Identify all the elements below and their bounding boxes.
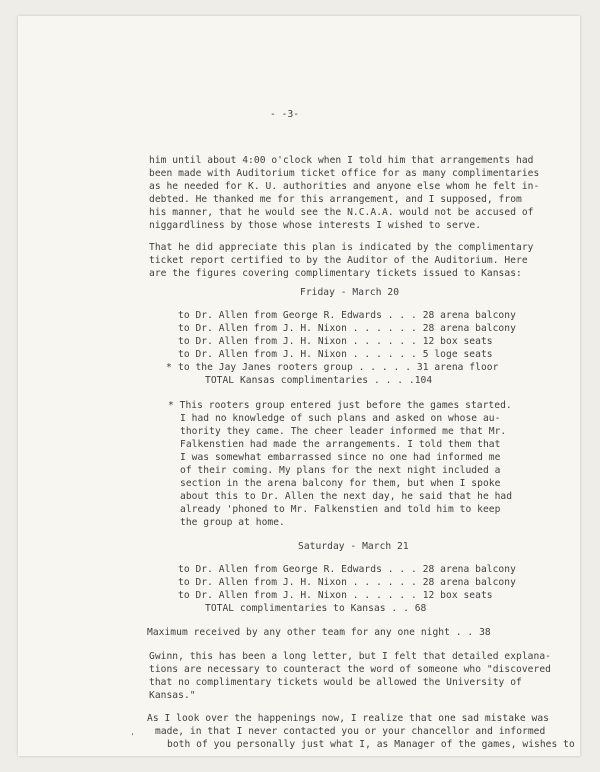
text-line: been made with Auditorium ticket office for as many complimentaries	[149, 168, 540, 179]
saturday-heading: Saturday - March 21	[298, 541, 409, 552]
text-line: * This rooters group entered just before the games started.	[168, 400, 512, 411]
ticket-row: to Dr. Allen from George R. Edwards . . . 28 arena balcony	[178, 310, 516, 321]
text-line: Gwinn, this has been a long letter, but I felt that detailed explana-	[149, 651, 551, 662]
page-number: - -3-	[270, 109, 300, 120]
text-line: are the figures covering complimentary tickets issued to Kansas:	[149, 268, 522, 279]
text-line: As I look over the happenings now, I realize that one sad mistake was	[147, 713, 549, 724]
friday-heading: Friday - March 20	[300, 287, 400, 298]
ticket-row: to Dr. Allen from J. H. Nixon . . . . . . 12 box seats	[178, 336, 493, 347]
ticket-row: to Dr. Allen from J. H. Nixon . . . . . . 5 loge seats	[178, 349, 493, 360]
ticket-row: to Dr. Allen from George R. Edwards . . . 28 arena balcony	[178, 564, 516, 575]
text-line: That he did appreciate this plan is indicated by the complimentary	[149, 242, 534, 253]
text-line: about this to Dr. Allen the next day, he said that he had	[180, 491, 513, 502]
friday-total: TOTAL Kansas complimentaries . . . .104	[205, 375, 433, 386]
text-line: the group at home.	[180, 517, 285, 528]
text-line: his manner, that he would see the N.C.A.A. would not be accused of	[149, 207, 534, 218]
text-line: ticket report certified to by the Auditor of the Auditorium. Here	[149, 255, 528, 266]
document-page	[18, 16, 580, 756]
maximum-line: Maximum received by any other team for any one night . . 38	[147, 627, 491, 638]
margin-mark: '	[130, 732, 135, 741]
ticket-row: to Dr. Allen from J. H. Nixon . . . . . . 12 box seats	[178, 590, 493, 601]
text-line: both of you personally just what I, as Manager of the games, wishes to	[167, 739, 575, 750]
ticket-row: to the Jay Janes rooters group . . . . . 31 arena floor	[178, 362, 499, 373]
text-line: I had no knowledge of such plans and asked on whose au-	[180, 413, 501, 424]
text-line: already 'phoned to Mr. Falkenstien and told him to keep	[180, 504, 501, 515]
text-line: tions are necessary to counteract the word of someone who "discovered	[149, 664, 551, 675]
text-line: section in the arena balcony for them, but when I spoke	[180, 478, 501, 489]
text-line: Falkenstien had made the arrangements. I told them that	[180, 439, 501, 450]
text-line: of their coming. My plans for the next night included a	[180, 465, 501, 476]
ticket-row: to Dr. Allen from J. H. Nixon . . . . . . 28 arena balcony	[178, 577, 516, 588]
text-line: niggardliness by those whose interests I wished to serve.	[149, 220, 482, 231]
text-line: Kansas."	[149, 690, 196, 701]
text-line: I was somewhat embarrassed since no one had informed me	[180, 452, 501, 463]
saturday-total: TOTAL complimentaries to Kansas . . 68	[205, 603, 427, 614]
text-line: made, in that I never contacted you or your chancellor and informed	[155, 726, 546, 737]
text-line: thority they came. The cheer leader informed me that Mr.	[180, 426, 507, 437]
text-line: as he needed for K. U. authorities and anyone else whom he felt in-	[149, 181, 540, 192]
text-line: debted. He thanked me for this arrangement, and I supposed, from	[149, 194, 522, 205]
text-line: him until about 4:00 o'clock when I told him that arrangements had	[149, 155, 534, 166]
asterisk-marker: *	[166, 362, 172, 373]
text-line: that no complimentary tickets would be allowed the University of	[149, 677, 522, 688]
ticket-row: to Dr. Allen from J. H. Nixon . . . . . . 28 arena balcony	[178, 323, 516, 334]
